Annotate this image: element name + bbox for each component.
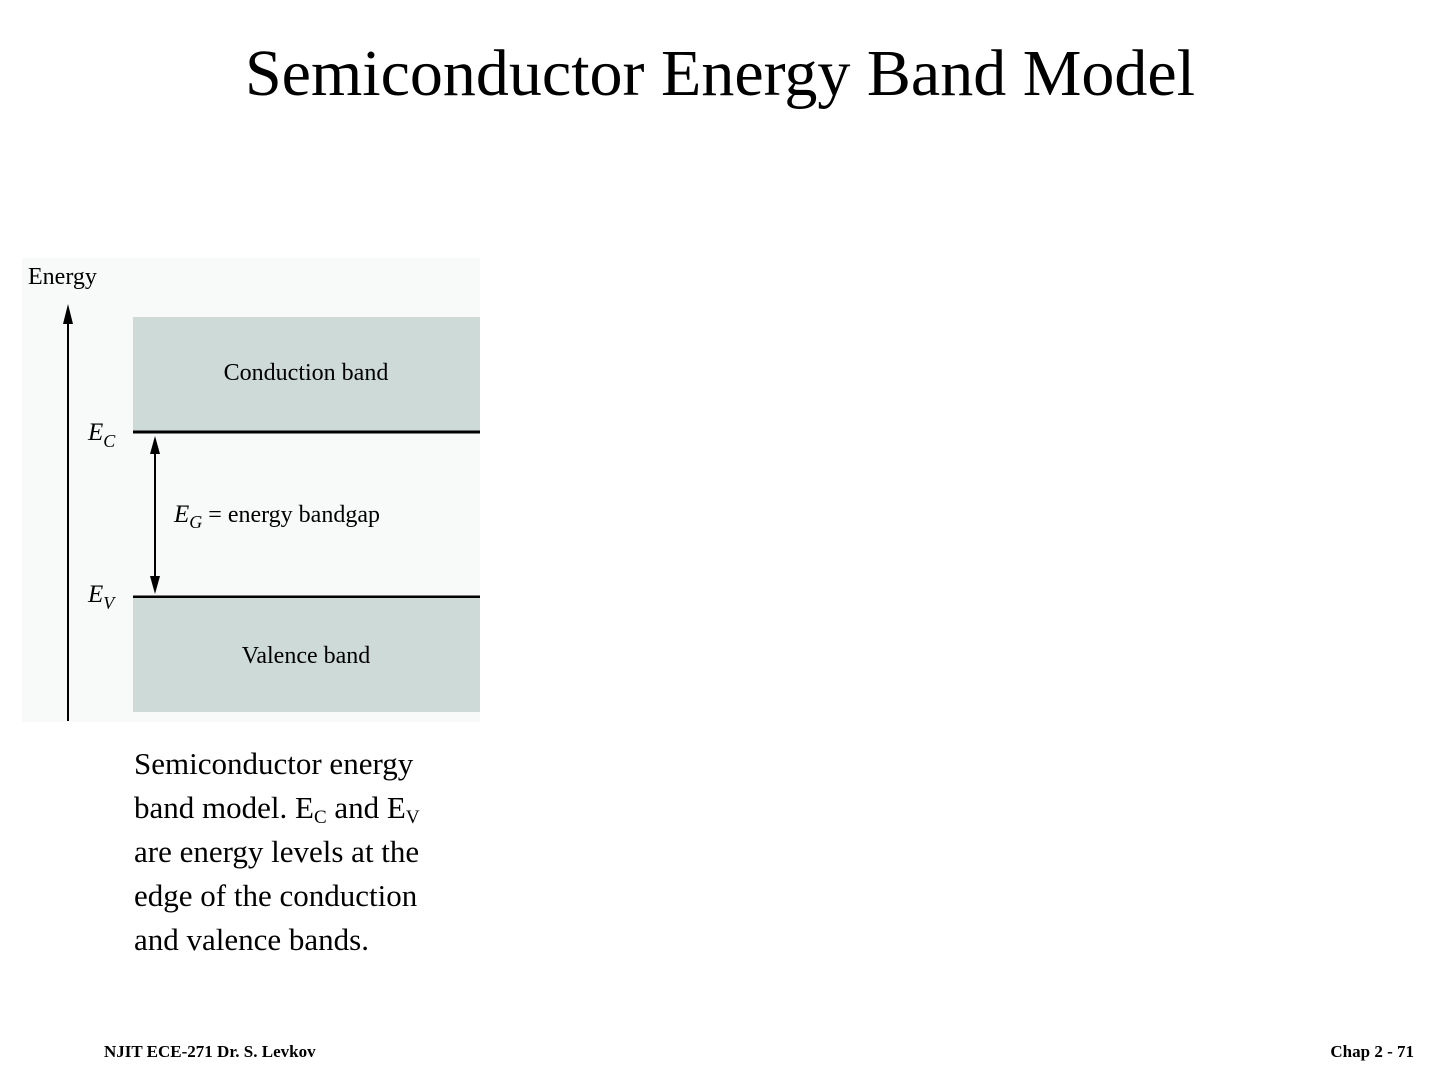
caption-sub-c: C [313,807,327,828]
gap-symbol: E [174,501,190,528]
slide-title: Semiconductor Energy Band Model [244,37,1196,110]
gap-text: = energy bandgap [202,502,380,528]
band-diagram-svg [22,258,480,722]
ec-label [87,419,116,451]
caption-line-1: Semiconductor energy [134,746,414,781]
ec-subscript: C [103,431,116,451]
gap-subscript: G [189,512,203,532]
caption-line-5: and valence bands. [134,922,369,957]
band-diagram [22,258,480,722]
caption-sub-v: V [405,807,420,828]
footer-course: NJIT ECE-271 Dr. S. Levkov [104,1042,316,1061]
conduction-band-label: Conduction band [223,360,389,386]
footer-page-number: Chap 2 - 71 [1330,1042,1414,1061]
bandgap-arrow-bottom-head [150,576,160,594]
ec-symbol: E [88,419,104,446]
caption-line-2 [134,786,494,830]
energy-axis-arrowhead [63,304,73,324]
ev-label [87,581,116,613]
caption-line-3: are energy levels at the [134,834,420,869]
ev-symbol: E [88,581,104,608]
caption-line-2a: band model. E [134,790,314,825]
bandgap-arrow-top-head [150,436,160,454]
energy-axis-label: Energy [28,264,97,290]
bandgap-label [173,501,380,532]
figure-caption [134,742,494,962]
ev-subscript: V [103,593,115,613]
caption-line-4: edge of the conduction [134,878,418,913]
caption-line-2b: and E [326,790,406,825]
valence-band-label: Valence band [241,643,371,669]
